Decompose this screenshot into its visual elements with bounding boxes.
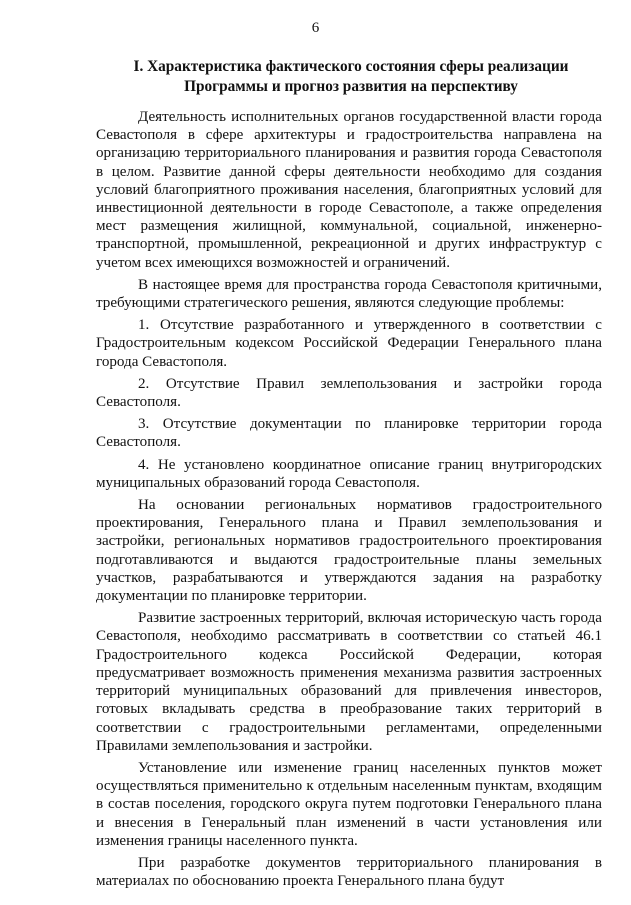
paragraph-1: Деятельность исполнительных органов государственной власти города Севастополя в сфере архитектуры и градостроительства направлена на организацию территориального планирования и развития города Севастополя в целом. Развитие данной сферы деятельности необходимо для создания условий благоприятного проживания населения, благоприятных условий для инвестиционной деятельности в городе Севастополе, а также определения мест размещения жилищной, коммунальной, социальной, инженерно-транспортной, промышленной, рекреационной и других инфраструктур с учетом всех имеющихся возможностей и ограничений. [96,109,602,271]
paragraph-4: 2. Отсутствие Правил землепользования и застройки города Севастополя. [96,375,602,411]
paragraph-7: На основании региональных нормативов градостроительного проектирования, Генерального плана и Правил землепользования и застройки, региональных нормативов градостроительного проектирования подготавливаются и выдаются градостроительные планы земельных участков, разрабатываются и утверждаются задания на разработку документации по планировке территории. [96,497,602,605]
section-heading [96,57,606,96]
page-number: 6 [311,20,320,36]
paragraph-9: Установление или изменение границ населенных пунктов может осуществляться применительно к отдельным населенным пунктам, входящим в состав поселения, городского округа путем подготовки Генерального плана и внесения в Генеральный план изменений в части установления или изменения границы населенного пункта. [96,759,602,849]
paragraph-3: 1. Отсутствие разработанного и утвержденного в соответствии с Градостроительным кодексом Российской Федерации Генерального плана города Севастополя. [96,317,602,370]
paragraph-10: При разработке документов территориального планирования в материалах по обоснованию проекта Генерального плана будут [96,854,602,890]
section-heading-line-2: Программы и прогноз развития на перспективу [184,77,518,95]
document-body [96,108,602,890]
paragraph-8: Развитие застроенных территорий, включая историческую часть города Севастополя, необходимо рассматривать в соответствии со статьей 46.1 Градостроительного кодекса Российской Федерации, которая предусматривает возможность применения механизма развития застроенных территорий муниципальных образований для привлечения инвесторов, готовых вкладывать средства в преобразование таких территорий в соответствии с градостроительными регламентами, определенными Правилами землепользования и застройки. [96,610,602,754]
paragraph-6: 4. Не установлено координатное описание границ внутригородских муниципальных образований города Севастополя. [96,456,602,491]
paragraph-5: 3. Отсутствие документации по планировке территории города Севастополя. [96,416,602,451]
section-heading-line-1: I. Характеристика фактического состояния сферы реализации [133,58,569,75]
paragraph-2: В настоящее время для пространства города Севастополя критичными, требующими стратегического решения, являются следующие проблемы: [96,276,602,312]
